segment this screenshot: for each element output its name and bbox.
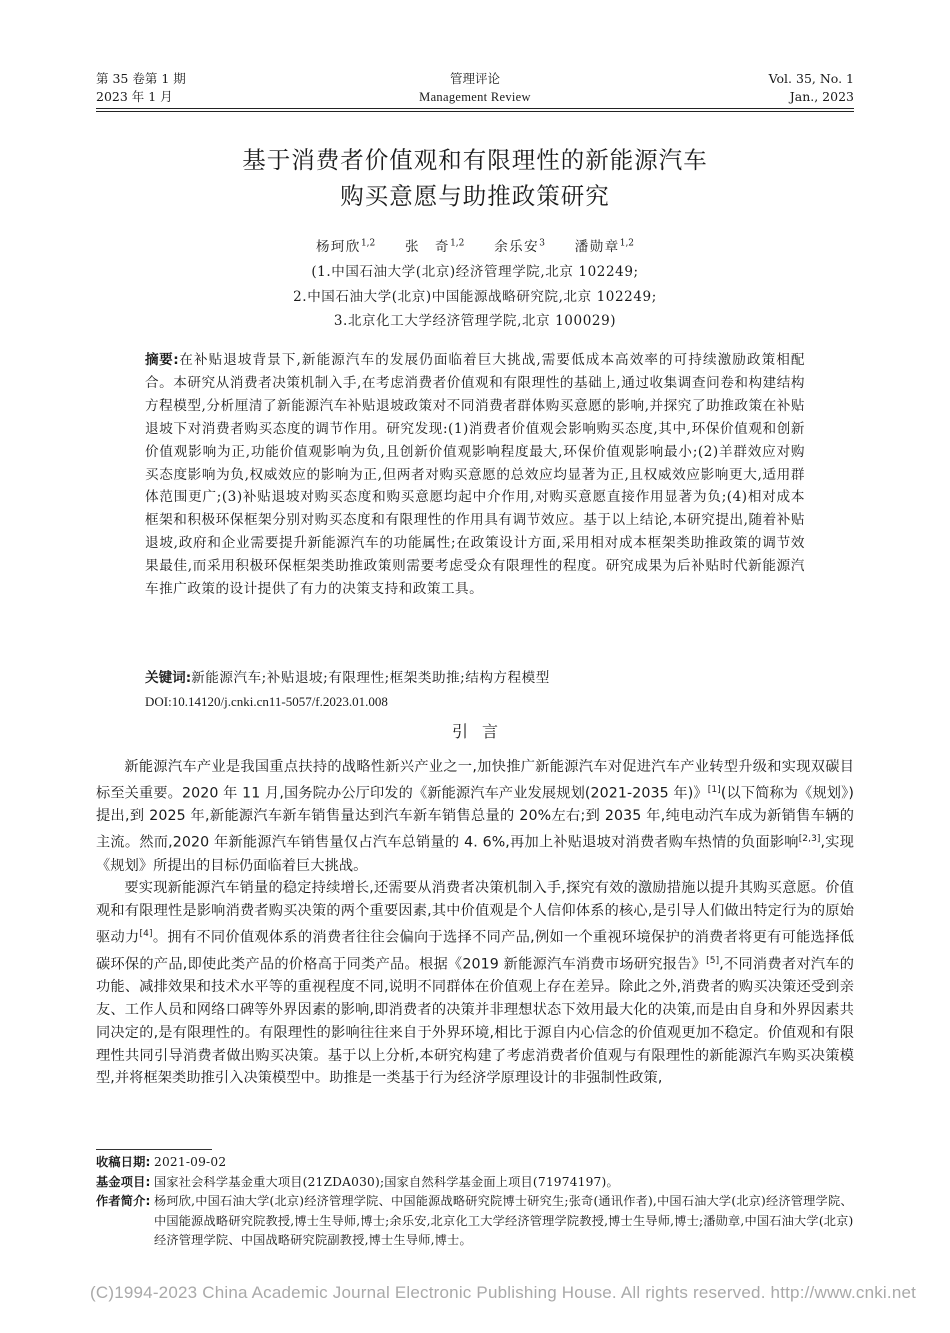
header-rule-thin — [96, 111, 854, 112]
footnote-authors: 作者简介: 杨珂欣,中国石油大学(北京)经济管理学院、中国能源战略研究院博士研究生;张奇(通讯作者),中国石油大学(北京)经济管理学院、中国能源战略研究院教授,博士生导师,博士;余乐安,北京化工大学经济管理学院教授,博士生导师,博士;潘勋章,中国石油大学(北京)经济管理学院、中国战略研究院副教授,博士生导师,博士。 — [96, 1194, 854, 1247]
journal-name-cn: 管理评论 — [449, 71, 500, 86]
affiliation-1: (1.中国石油大学(北京)经济管理学院,北京 102249; — [311, 264, 639, 280]
citation: [4] — [139, 929, 153, 940]
doi: DOI:10.14120/j.cnki.cn11-5057/f.2023.01.008 — [145, 694, 388, 709]
copyright-notice: (C)1994-2023 China Academic Journal Electronic Publishing House. All rights reserved. http://www.cnki.net — [90, 1283, 917, 1302]
citation: [2,3] — [798, 834, 821, 845]
header-date: 2023 年 1 月 — [96, 89, 173, 104]
paragraph-1: 新能源汽车产业是我国重点扶持的战略性新兴产业之一,加快推广新能源汽车对促进汽车产业转型升级和实现双碳目标至关重要。2020 年 11 月,国务院办公厅印发的《新能源汽车产业发展规划(2021-2035 年)》[1](以下简称为《规划》)提出,到 2025 年,新能源汽车新车销售量达到汽车新车销售总量的 20%左右;到 2035 年,纯电动汽车成为新销售车辆的主流。然而,2020 年新能源汽车销售量仅占汽车总销量的 4. 6%,再加上补贴退坡对消费者购车热情的负面影响[2,3],实现《规划》所提出的目标仍面临着巨大挑战。 — [96, 759, 855, 874]
header-volume-en: Vol. 35, No. 1 — [768, 71, 854, 86]
footnote-received: 收稿日期: 2021-09-02 — [96, 1155, 227, 1169]
header-date-en: Jan., 2023 — [789, 89, 854, 104]
title-line-2: 购买意愿与助推政策研究 — [340, 182, 610, 210]
body-text — [96, 756, 854, 1090]
title-line-1: 基于消费者价值观和有限理性的新能源汽车 — [242, 146, 708, 174]
article-title — [0, 142, 950, 214]
footnote-rule — [96, 1149, 212, 1150]
affiliation-2: 2.中国石油大学(北京)中国能源战略研究院,北京 102249; — [293, 288, 657, 305]
keywords — [145, 667, 805, 689]
header-volume-info-en — [769, 70, 854, 106]
author: 张 奇$^{1,2}$ — [405, 238, 465, 255]
footnotes — [96, 1153, 854, 1251]
abstract-text: 在补贴退坡背景下,新能源汽车的发展仍面临着巨大挑战,需要低成本高效率的可持续激励政策相配合。本研究从消费者决策机制入手,在考虑消费者价值观和有限理性的基础上,通过收集调查问卷和构建结构方程模型,分析厘清了新能源汽车补贴退坡政策对不同消费者群体购买意愿的影响,并探究了助推政策在补贴退坡下对消费者购买态度的调节作用。研究发现:(1)消费者价值观会影响购买态度,其中,环保价值观和创新价值观影响为正,功能价值观影响为负,且创新价值观影响程度最大,环保价值观影响最小;(2)羊群效应对购买态度影响为负,权威效应的影响为正,但两者对购买意愿的总效应均显著为正,且权威效应影响更大,适用群体范围更广;(3)补贴退坡对购买态度和购买意愿均起中介作用,对购买意愿直接作用显著为负;(4)相对成本框架和积极环保框架分别对购买态度和有限理性的作用具有调节效应。基于以上结论,本研究提出,随着补贴退坡,政府和企业需要提升新能源汽车的功能属性;在政策设计方面,采用相对成本框架类助推政策的调节效果最佳,而采用积极环保框架类助推政策则需要考虑受众有限理性的程度。研究成果为后补贴时代新能源汽车推广政策的设计提供了有力的决策支持和政策工具。 — [145, 352, 806, 598]
citation: [5] — [706, 955, 720, 966]
keywords-label: 关键词: — [145, 670, 192, 686]
author-list — [0, 233, 950, 257]
author: 潘勋章$^{1,2}$ — [574, 238, 635, 255]
abstract-label: 摘要: — [145, 352, 179, 368]
abstract — [145, 349, 805, 601]
keywords-text: 新能源汽车;补贴退坡;有限理性;框架类助推;结构方程模型 — [191, 670, 550, 686]
citation: [1] — [707, 784, 721, 795]
footnote-funding: 基金项目: 国家社会科学基金重大项目(21ZDA030);国家自然科学基金面上项目(71974197)。 — [96, 1174, 619, 1189]
journal-name-en: Management Review — [419, 90, 531, 104]
section-title-introduction: 引言 — [451, 722, 512, 741]
header-volume: 第 35 卷第 1 期 — [96, 71, 186, 86]
header-rule-thick — [96, 108, 854, 109]
paragraph-2: 要实现新能源汽车销量的稳定持续增长,还需要从消费者决策机制入手,探究有效的激励措施以提升其购买意愿。价值观和有限理性是影响消费者购买决策的两个重要因素,其中价值观是个人信仰体系的核心,是引导人们做出特定行为的原始驱动力[4]。拥有不同价值观体系的消费者往往会偏向于选择不同产品,例如一个重视环境保护的消费者将更有可能选择低碳环保的产品,即使此类产品的价格高于同类产品。根据《2019 新能源汽车消费市场研究报告》[5],不同消费者对汽车的功能、减排效果和技术水平等的重视程度不同,说明不同群体在价值观上存在差异。除此之外,消费者的购买决策还受到亲友、工作人员和网络口碑等外界因素的影响,即消费者的决策并非理想状态下效用最大化的决策,而是由自身和外界因素共同决定的,是有限理性的。有限理性的影响往往来自于外界环境,相比于源自内心信念的价值观更加不稳定。价值观和有限理性共同引导消费者做出购买决策。基于以上分析,本研究构建了考虑消费者价值观与有限理性的新能源汽车购买决策模型,并将框架类助推引入决策模型中。助推是一类基于行为经济学原理设计的非强制性政策, — [96, 880, 854, 1087]
affiliation-3: 3.北京化工大学经济管理学院,北京 100029) — [333, 313, 617, 329]
affiliation-list — [0, 260, 950, 334]
author: 杨珂欣$^{1,2}$ — [315, 238, 376, 255]
author: 余乐安$^3$ — [494, 238, 545, 255]
